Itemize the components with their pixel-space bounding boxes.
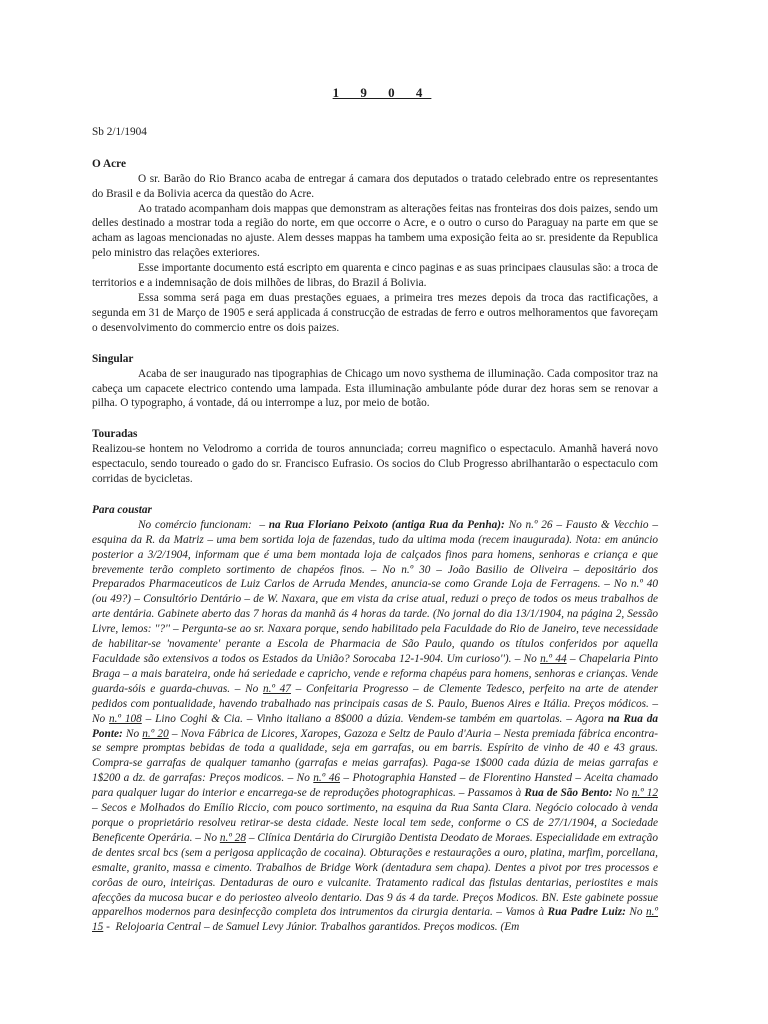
- section-title: Para coustar: [92, 503, 152, 516]
- section-title: Singular: [92, 352, 134, 365]
- section-title: O Acre: [92, 157, 126, 170]
- document-body: [92, 86, 658, 951]
- paragraph: Ao tratado acompanham dois mappas que demonstram as alterações feitas nas fronteiras dos dois paizes, sendo um delles destinado a mostrar toda a região do norte, em que occorre o Acre, e o outro o curso do Paraguay na parte em que se acham as lagoas mencionadas no ajuste. Alem desses mappas ha tambem uma exposição feita ao sr. presidente da Republica pelo ministro das relações exteriores.: [92, 202, 658, 260]
- paragraph: Acaba de ser inaugurado nas tipographias de Chicago um novo systhema de illuminação. Cada compositor traz na cabeça um capacete electrico contendo uma lampada. Esta illuminação ambulante póde durar dez horas sem se renovar a pilha. O typographo, á vontade, dá ou interrompe a luz, por meio de botão.: [92, 367, 658, 410]
- paragraph: No comércio funcionam: – na Rua Floriano Peixoto (antiga Rua da Penha): No n.º 26 – Fausto & Vecchio – esquina da R. da Matriz – uma bem sortida loja de fazendas, tudo da ultima moda (recem inaugurada). Nota: em anúncio posterior a 3/2/1904, informam que é uma bem montada loja de calçados finos para homens, senhoras e criança e que brevemente terão completo sortimento de chapéos finos. – No n.º 30 – João Basilio de Oliveira – depositário dos Preparados Pharmaceuticos de Luiz Carlos de Arruda Mendes, anuncia-se como Grande Loja de Ferragens. – No n.º 40 (ou 49?) – Consultório Dentário – de W. Naxara, que em vista da crise atual, reduzi o preço de todos os meus trabalhos de arte dentária. Gabinete aberto das 7 horas da manhã ás 4 horas da tarde. (No jornal do dia 13/1/1904, na página 2, Sessão Livre, lemos: ''?'' – Pergunta-se ao sr. Naxara porque, sendo habilitado pela Faculdade do Rio de Janeiro, teve necessidade de habilitar-se 'novamente' perante a Escola de Pharmacia de São Paulo, quando os títulos conferidos por aquella Faculdade são extensivos a todos os Estados da União? Sorocaba 12-1-904. Um curioso''). – No n.º 44 – Chapelaria Pinto Braga – a mais barateira, onde há seriedade e capricho, vende e reforma chapéus para homens, senhoras e crianças. Vende guarda-sóis e guarda-chuvas. – No n.º 47 – Confeitaria Progresso – de Clemente Tedesco, perfeito na arte de atender pedidos com pontualidade, havendo trabalhado nas principais casas de S. Paulo, Buenos Aires e Itália. Preços módicos. – No n.º 108 – Lino Coghi & Cia. – Vinho italiano a 8$000 a dúzia. Vendem-se também em quartolas. – Agora na Rua da Ponte: No n.º 20 – Nova Fábrica de Licores, Xaropes, Gazoza e Seltz de Paulo d'Auria – Nesta premiada fábrica encontra-se sempre promptas bebidas de toda a qualidade, seja em garrafas, ou em barris. Espírito de vinho de 40 e 43 graus. Compra-se garrafas de qualquer tamanho (garrafas e meias garrafas). Paga-se 1$000 cada dúzia de meias garrafas e 1$200 a dz. de garrafas: Preços modicos. – No n.º 46 – Photographia Hansted – de Florentino Hansted – Aceita chamado para qualquer lugar do interior e encarrega-se de reproduções photographicas. – Passamos à Rua de São Bento: No n.º 12 – Secos e Molhados do Emílio Riccio, com pouco sortimento, na esquina da Rua Santa Clara. Negócio colocado à venda porque o proprietário resolveu retirar-se desta cidade. Neste local tem sede, conforme o CS de 27/1/1904, a Sociedade Beneficente Operária. – No n.º 28 – Clínica Dentária do Cirurgião Dentista Deodato de Moraes. Especialidade em extração de dentes srcal bcs (sem a perigosa applicação de cocaina). Obturações e restaurações a ouro, platina, marfim, porcellana, esmalte, granito, massa e cimento. Trabalhos de Bridge Work (dentadura sem chapa). Dentes a pivot por tres processos e corôas de ouro, inteiriças. Dentaduras de ouro e vulcanite. Tratamento radical das fistulas dentarias, periostites e mais afecções da mucosa bucar e do periosteo alveolo dentario. Das 9 ás 4 da tarde. Preços Modicos. BN. Este gabinete possue apparelhos modernos para desinfecção completa dos intrumentos da cirurgia dentaria. – Vamos à Rua Padre Luiz: No n.º 15 - Relojoaria Central – de Samuel Levy Júnior. Trabalhos garantidos. Preços modicos. (Em: [92, 518, 658, 934]
- section-touradas: [92, 427, 658, 487]
- section-title: Touradas: [92, 428, 138, 441]
- section-o-acre: [92, 157, 658, 336]
- paragraph: Esse importante documento está escripto em quarenta e cinco paginas e as suas principaes clausulas são: a troca de territorios e a indemnisação de dois milhões de libras, do Brazil á Bolivia.: [92, 262, 658, 290]
- paragraph: Essa somma será paga em duas prestações eguaes, a primeira tres mezes depois da troca das ractificações, a segunda em 31 de Março de 1905 e será applicada á construcção de estradas de ferro e outros melhoramentos que favoreçam o desenvolvimento do commercio entre os dois paizes.: [92, 291, 658, 334]
- year-heading: 1 9 0 4: [332, 85, 432, 100]
- entry-date: Sb 2/1/1904: [92, 125, 147, 138]
- section-para-coustar: [92, 503, 658, 935]
- paragraph: O sr. Barão do Rio Branco acaba de entregar á camara dos deputados o tratado celebrado entre os representantes do Brasil e da Bolivia acerca da questão do Acre.: [92, 172, 658, 200]
- paragraph: Realizou-se hontem no Velodromo a corrida de touros annunciada; correu magnifico o espectaculo. Amanhã haverá novo espectaculo, sendo toureado o gado do sr. Francisco Eufrasio. Os socios do Club Progresso abrilhantarão o espectaculo com corridas de bycicletas.: [92, 443, 658, 486]
- section-singular: [92, 352, 658, 412]
